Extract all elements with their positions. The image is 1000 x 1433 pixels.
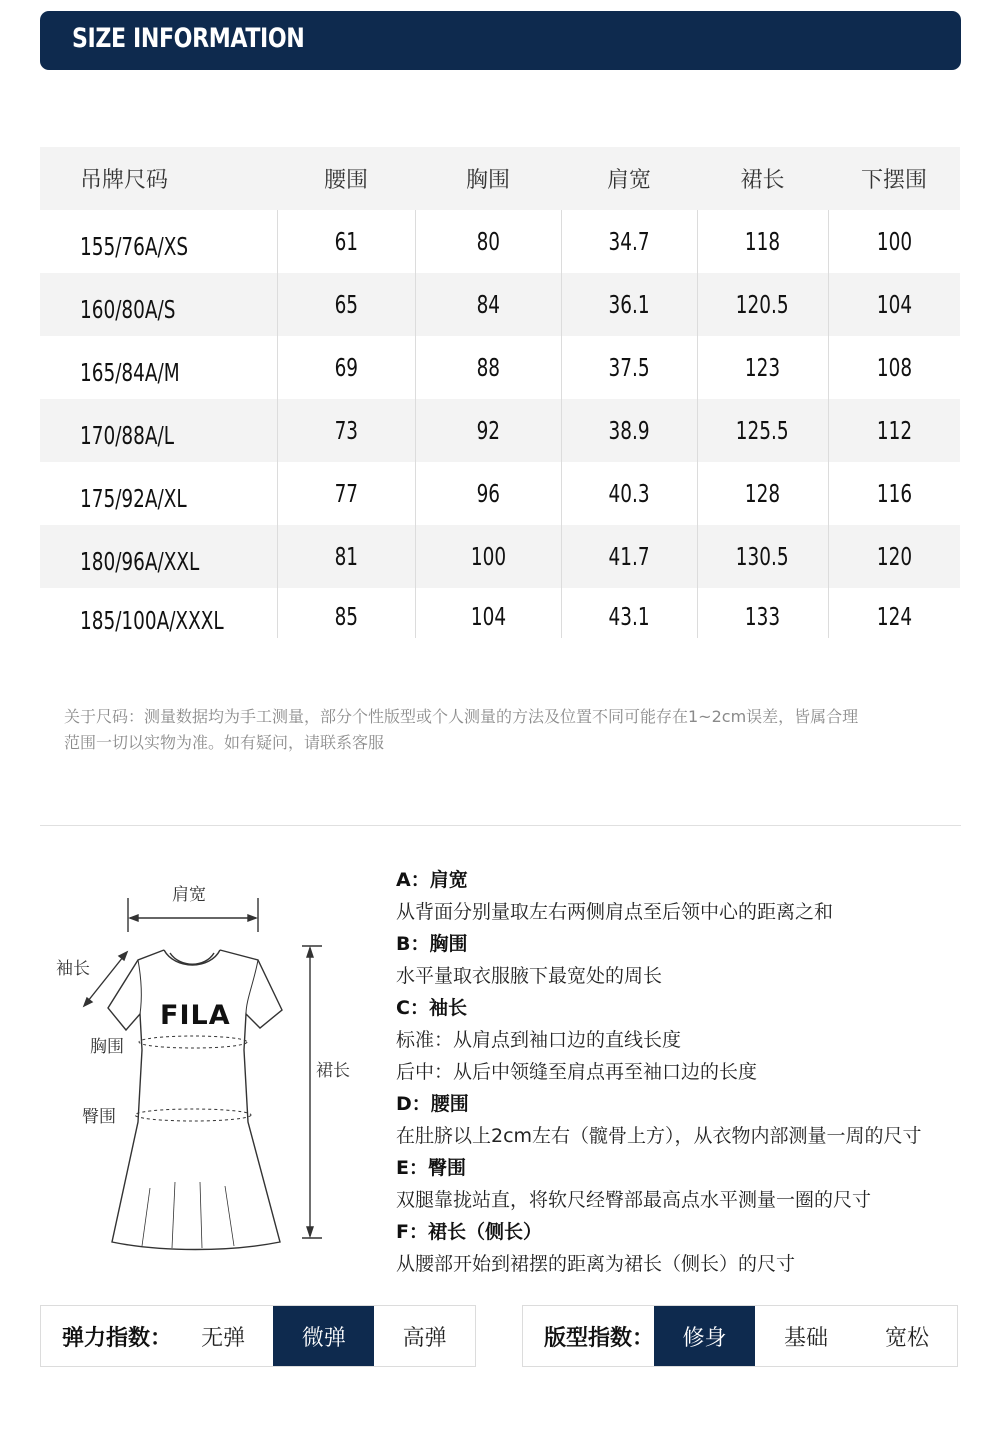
cell-hem: 100	[828, 210, 960, 273]
cell-chest: 88	[415, 336, 561, 399]
def-b-text: 水平量取衣服腋下最宽处的周长	[396, 965, 663, 987]
size-table	[40, 147, 960, 638]
def-a-text: 从背面分别量取左右两侧肩点至后领中心的距离之和	[396, 901, 834, 923]
fit-option-loose: 宽松	[884, 1325, 929, 1351]
cell-hem: 104	[828, 273, 960, 336]
size-note	[64, 704, 964, 756]
fit-option-regular: 基础	[783, 1325, 828, 1351]
cell-size: 175/92A/XL	[80, 484, 187, 513]
cell-shoulder: 36.1	[561, 273, 697, 336]
header-shoulder: 肩宽	[561, 147, 697, 210]
fit-title: 版型指数：	[544, 1325, 655, 1351]
cell-chest: 96	[415, 462, 561, 525]
def-c-head: C：袖长	[396, 997, 467, 1019]
header-chest: 胸围	[415, 147, 561, 210]
cell-hem: 112	[828, 399, 960, 462]
cell-waist: 81	[277, 525, 415, 588]
elasticity-index	[40, 1305, 476, 1367]
label-hip: 臀围	[82, 1107, 116, 1127]
cell-length: 118	[697, 210, 828, 273]
def-e-text: 双腿靠拢站直，将软尺经臀部最高点水平测量一圈的尺寸	[396, 1189, 872, 1211]
cell-size: 155/76A/XS	[80, 232, 189, 261]
cell-size: 160/80A/S	[40, 273, 277, 336]
cell-chest: 84	[415, 273, 561, 336]
cell-length: 130.5	[697, 525, 828, 588]
cell-shoulder: 40.3	[561, 462, 697, 525]
cell-length: 125.5	[697, 399, 828, 462]
cell-length: 128	[697, 462, 828, 525]
def-d-text: 在肚脐以上2cm左右（髋骨上方），从衣物内部测量一周的尺寸	[396, 1125, 922, 1147]
header-dress-length: 裙长	[697, 147, 828, 210]
elasticity-option-slight: 微弹	[273, 1306, 374, 1366]
cell-size: 170/88A/L	[40, 399, 277, 462]
elasticity-option-none: 无弹	[201, 1325, 246, 1351]
cell-chest: 104	[415, 588, 561, 638]
note-line-2: 范围一切以实物为准。如有疑问，请联系客服	[64, 733, 385, 752]
def-b-head: B：胸围	[396, 933, 468, 955]
table-row	[40, 588, 960, 638]
table-row	[40, 273, 960, 336]
cell-waist: 69	[277, 336, 415, 399]
def-c-text-2: 后中：从后中领缝至肩点再至袖口边的长度	[396, 1061, 758, 1083]
def-f-text: 从腰部开始到裙摆的距离为裙长（侧长）的尺寸	[396, 1253, 796, 1275]
fila-logo: FILA	[160, 1000, 231, 1031]
def-c-text-1: 标准：从肩点到袖口边的直线长度	[396, 1029, 682, 1051]
measurement-definitions	[396, 864, 976, 1280]
cell-size: 180/96A/XXL	[40, 525, 277, 588]
cell-length: 133	[697, 588, 828, 638]
dress-diagram	[40, 860, 380, 1270]
cell-waist: 73	[277, 399, 415, 462]
cell-shoulder: 38.9	[561, 399, 697, 462]
fit-index	[522, 1305, 958, 1367]
elasticity-option-high: 高弹	[402, 1325, 447, 1351]
elasticity-title: 弹力指数：	[62, 1325, 173, 1351]
label-length: 裙长	[316, 1061, 350, 1081]
cell-waist: 61	[277, 210, 415, 273]
table-header-row	[40, 147, 960, 210]
cell-hem: 108	[828, 336, 960, 399]
table-row	[40, 210, 960, 273]
table-row	[40, 462, 960, 525]
cell-size: 185/100A/XXXL	[80, 606, 224, 635]
cell-chest: 80	[415, 210, 561, 273]
def-a-head: A：肩宽	[396, 869, 468, 891]
cell-shoulder: 37.5	[561, 336, 697, 399]
header-hem: 下摆围	[828, 147, 960, 210]
header-tag-size: 吊牌尺码	[40, 147, 277, 210]
cell-shoulder: 43.1	[561, 588, 697, 638]
table-row	[40, 336, 960, 399]
fit-option-slim: 修身	[654, 1306, 755, 1366]
cell-size: 165/84A/M	[80, 358, 180, 387]
cell-chest: 92	[415, 399, 561, 462]
section-divider	[40, 825, 961, 826]
banner-title: SIZE INFORMATION	[72, 23, 305, 54]
cell-chest: 100	[415, 525, 561, 588]
def-e-head: E：臀围	[396, 1157, 466, 1179]
table-row	[40, 399, 960, 462]
cell-hem: 116	[828, 462, 960, 525]
cell-length: 120.5	[697, 273, 828, 336]
note-line-1: 关于尺码：测量数据均为手工测量，部分个性版型或个人测量的方法及位置不同可能存在1~2cm误差，皆属合理	[64, 707, 859, 726]
cell-length: 123	[697, 336, 828, 399]
cell-waist: 85	[277, 588, 415, 638]
cell-waist: 77	[277, 462, 415, 525]
cell-waist: 65	[277, 273, 415, 336]
def-d-head: D：腰围	[396, 1093, 469, 1115]
label-shoulder: 肩宽	[172, 885, 206, 905]
label-sleeve: 袖长	[56, 959, 90, 979]
label-chest: 胸围	[90, 1037, 124, 1057]
cell-shoulder: 41.7	[561, 525, 697, 588]
table-row	[40, 525, 960, 588]
def-f-head: F：裙长（侧长）	[396, 1221, 542, 1243]
cell-hem: 120	[828, 525, 960, 588]
cell-shoulder: 34.7	[561, 210, 697, 273]
cell-hem: 124	[828, 588, 960, 638]
size-information-banner	[40, 11, 961, 70]
header-waist: 腰围	[277, 147, 415, 210]
